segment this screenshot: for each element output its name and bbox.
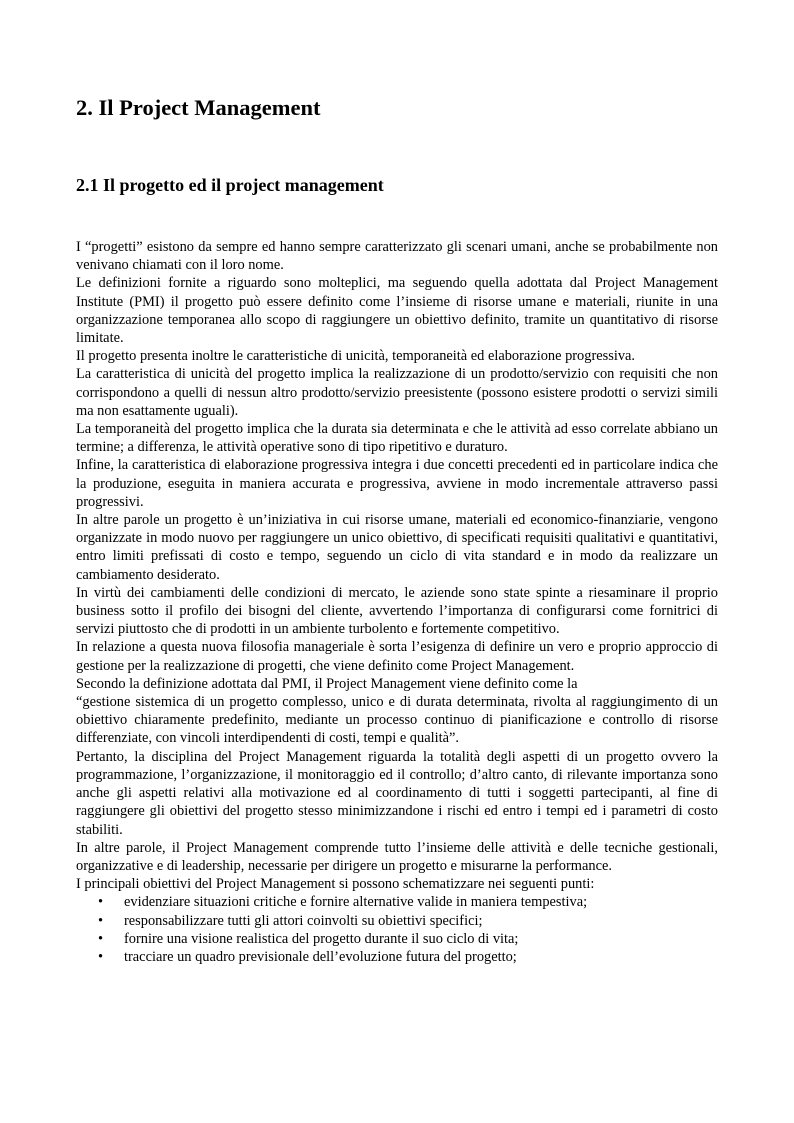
paragraph: Pertanto, la disciplina del Project Management riguarda la totalità degli aspetti di un progetto ovvero la programmazione, l’organizzazione, il monitoraggio ed il controllo; d’altro canto, di rilevante importanza sono anche gli aspetti relativi alla motivazione ed al coordinamento di tutti i soggetti partecipanti, al fine di raggiungere gli obiettivi del progetto stesso minimizzandone i rischi ed entro i tempi ed i parametri di costo stabiliti. <box>76 748 718 838</box>
list-item-text: tracciare un quadro previsionale dell’evoluzione futura del progetto; <box>124 948 517 965</box>
paragraph: Il progetto presenta inoltre le caratteristiche di unicità, temporaneità ed elaborazione progressiva. <box>76 348 636 365</box>
paragraph: La caratteristica di unicità del progetto implica la realizzazione di un prodotto/servizio con requisiti che non corrispondono a quelli di nessun altro prodotto/servizio preesistente (possono esistere prodotti o servizi simili ma non esattamente uguali). <box>76 366 718 419</box>
bullet-icon: • <box>98 912 104 929</box>
list-item <box>76 912 718 930</box>
paragraph: In relazione a questa nuova filosofia manageriale è sorta l’esigenza di definire un vero e proprio approccio di gestione per la realizzazione di progetti, che viene definito come Project Management. <box>76 639 718 674</box>
definition-quote: “gestione sistemica di un progetto complesso, unico e di durata determinata, rivolta al raggiungimento di un obiettivo chiaramente predefinito, mediante un processo continuo di pianificazione e controllo di risorse differenziate, con vincoli interdipendenti di costi, tempi e qualità”. <box>76 694 718 747</box>
list-item <box>76 930 718 948</box>
list-item-text: evidenziare situazioni critiche e fornire alternative valide in maniera tempestiva; <box>124 894 588 911</box>
objectives-list <box>76 893 718 966</box>
section-title: 2.1 Il progetto ed il project management <box>76 175 384 195</box>
body-text <box>76 238 718 966</box>
bullet-icon: • <box>98 930 104 947</box>
paragraph: Infine, la caratteristica di elaborazione progressiva integra i due concetti precedenti ed in particolare indica che la produzione, eseguita in maniera accurata e progressiva, avviene in modo incrementale attraverso passi progressivi. <box>76 457 718 510</box>
paragraph: In virtù dei cambiamenti delle condizioni di mercato, le aziende sono state spinte a riesaminare il proprio business sotto il profilo dei bisogni del cliente, avvertendo l’importanza di configurarsi come fornitrici di servizi piuttosto che di prodotti in un ambiente turbolento e fortemente competitivo. <box>76 584 718 638</box>
paragraph: Secondo la definizione adottata dal PMI, il Project Management viene definito come la <box>76 675 578 692</box>
paragraph: In altre parole, il Project Management comprende tutto l’insieme delle attività e delle tecniche gestionali, organizzative e di leadership, necessarie per dirigere un progetto e misurarne la performance. <box>76 839 718 874</box>
paragraph: I “progetti” esistono da sempre ed hanno sempre caratterizzato gli scenari umani, anche se probabilmente non venivano chiamati con il loro nome. <box>76 239 718 274</box>
list-item-text: fornire una visione realistica del progetto durante il suo ciclo di vita; <box>124 930 519 947</box>
paragraph: In altre parole un progetto è un’iniziativa in cui risorse umane, materiali ed economico-finanziarie, vengono organizzate in modo nuovo per raggiungere un unico obiettivo, di specificati requisiti qualitativi e quantitativi, entro limiti prefissati di costo e tempo, seguendo un ciclo di vita standard e in modo da realizzare un cambiamento desiderato. <box>76 512 718 583</box>
list-item <box>76 948 718 966</box>
chapter-title: 2. Il Project Management <box>76 95 321 120</box>
list-item-text: responsabilizzare tutti gli attori coinvolti su obiettivi specifici; <box>124 912 483 929</box>
bullet-icon: • <box>98 948 104 965</box>
paragraph: Le definizioni fornite a riguardo sono molteplici, ma seguendo quella adottata dal Project Management Institute (PMI) il progetto può essere definito come l’insieme di risorse umane e materiali, riunite in una organizzazione temporanea allo scopo di raggiungere un obiettivo definito, tramite un quantitativo di risorse limitate. <box>76 275 718 347</box>
paragraph: La temporaneità del progetto implica che la durata sia determinata e che le attività ad esso correlate abbiano un termine; a differenza, le attività operative sono di tipo ripetitivo e duraturo. <box>76 421 718 456</box>
list-item <box>76 893 718 911</box>
paragraph: I principali obiettivi del Project Management si possono schematizzare nei seguenti punti: <box>76 876 595 893</box>
bullet-icon: • <box>98 894 104 911</box>
